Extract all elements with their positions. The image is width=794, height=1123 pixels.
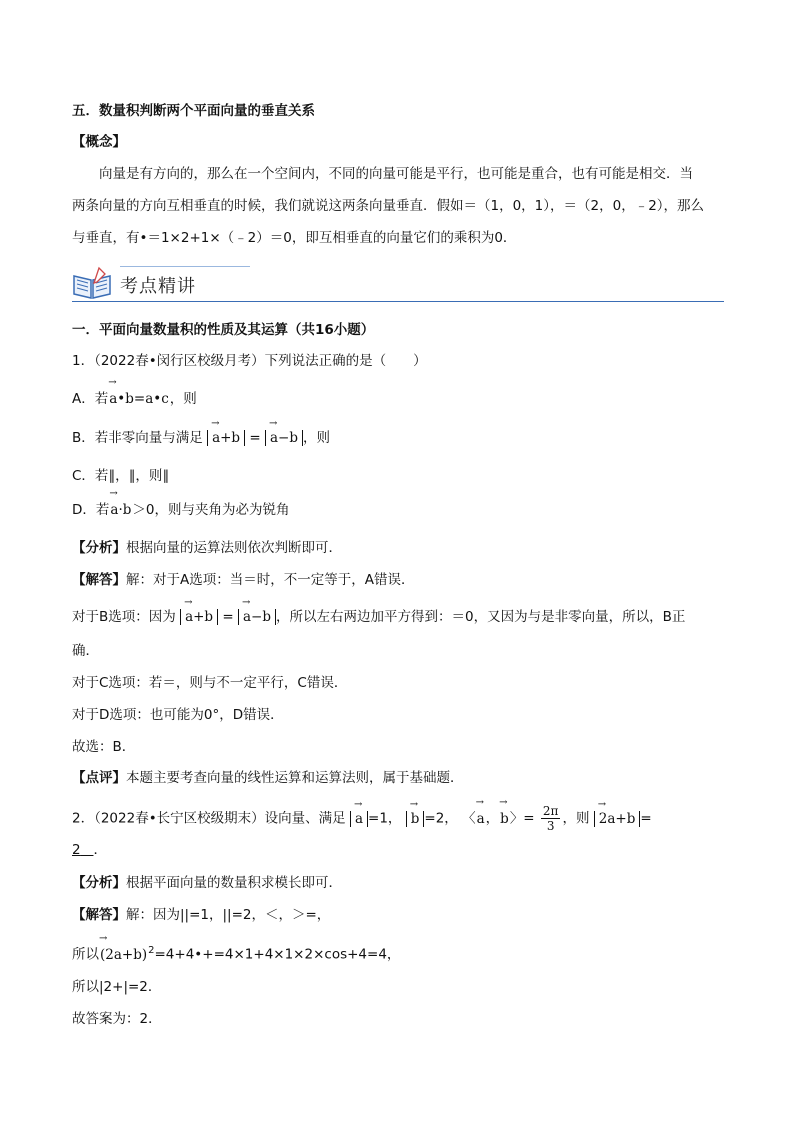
option-b-lhs: → a+b [211, 430, 241, 446]
question-2-final-answer: 故答案为：2． [72, 1011, 162, 1027]
concept-paragraph-line-1: 向量是有方向的，那么在一个空间内，不同的向量可能是平行，也可能是重合，也有可能是相交．当 [99, 166, 693, 182]
option-b-rhs: → a−b [269, 430, 299, 446]
question-1-option-c: C．若∥，∥，则∥ [72, 468, 170, 484]
banner-title: 考点精讲 [120, 276, 196, 297]
question-1-option-a: A．若→ a•b=a•c，则 [72, 389, 197, 409]
question-2-stem: 2．（2022春•长宁区校级期末）设向量、满足 → a =1， → b =2， 〈→ a，→ b〉= $\frac{2\pi}{3}$ ，则 → 2a+b = [72, 804, 652, 833]
option-d-expression: → a·b [109, 500, 132, 520]
topic-title: 一．平面向量数量积的性质及其运算（共16小题） [72, 322, 375, 338]
question-1-stem: 1．（2022春•闵行区校级月考）下列说法正确的是（ ） [72, 353, 427, 369]
question-2-blank: 2 ． [72, 842, 107, 858]
option-a-expression: → a•b=a•c [108, 389, 170, 409]
question-1-comment: 【点评】本题主要考查向量的线性运算和运算法则，属于基础题． [72, 770, 464, 786]
section-banner [72, 266, 724, 302]
book-icon [72, 266, 112, 300]
concept-paragraph-line-2: 两条向量的方向互相垂直的时候，我们就说这两条向量垂直．假如＝（1，0，1），＝（2，0，﹣2），那么 [72, 198, 705, 214]
question-1-option-d: D．若→ a·b＞0，则与夹角为必为锐角 [72, 500, 289, 520]
question-2-analysis: 【分析】根据平面向量的数量积求模长即可． [72, 875, 342, 891]
question-1-analysis: 【分析】根据向量的运算法则依次判断即可． [72, 540, 342, 556]
question-1-answer-line-3: 对于C选项：若＝，则与不一定平行，C错误． [72, 675, 348, 691]
question-1-answer-line-4: 对于D选项：也可能为0°，D错误． [72, 707, 284, 723]
question-1-answer-line-1: 【解答】解：对于A选项：当＝时，不一定等于，A错误． [72, 572, 415, 588]
question-1-answer-line-2-tail: 确． [72, 643, 99, 659]
section-title: 五．数量积判断两个平面向量的垂直关系 [72, 103, 315, 119]
question-2-answer-line-3: 所以|2+|=2． [72, 979, 162, 995]
answer-blank: 2 [72, 842, 81, 858]
question-2-answer-line-2: 所以→ $(2a+b)^2=4+4•+=4\times 1+4\times 1\times 2\times\cos+4=4$， [72, 941, 400, 965]
concept-label: 【概念】 [72, 134, 126, 150]
question-2-answer-line-1: 【解答】解：因为||=1，||=2，＜，＞=， [72, 907, 331, 923]
angle-fraction: $\frac{2\pi}{3}$ [542, 804, 559, 833]
question-1-choice: 故选：B． [72, 739, 136, 755]
question-1-answer-line-2: 对于B选项：因为 → a+b = → a−b ，所以左右两边加平方得到：＝0，又因为与是非零向量，所以，B正 [72, 607, 685, 627]
question-1-option-b: B．若非零向量与满足 → a+b = → a−b ，则 [72, 428, 330, 448]
concept-paragraph-line-3: 与垂直，有•＝1×2+1×（﹣2）＝0，即互相垂直的向量它们的乘积为0． [72, 230, 517, 246]
